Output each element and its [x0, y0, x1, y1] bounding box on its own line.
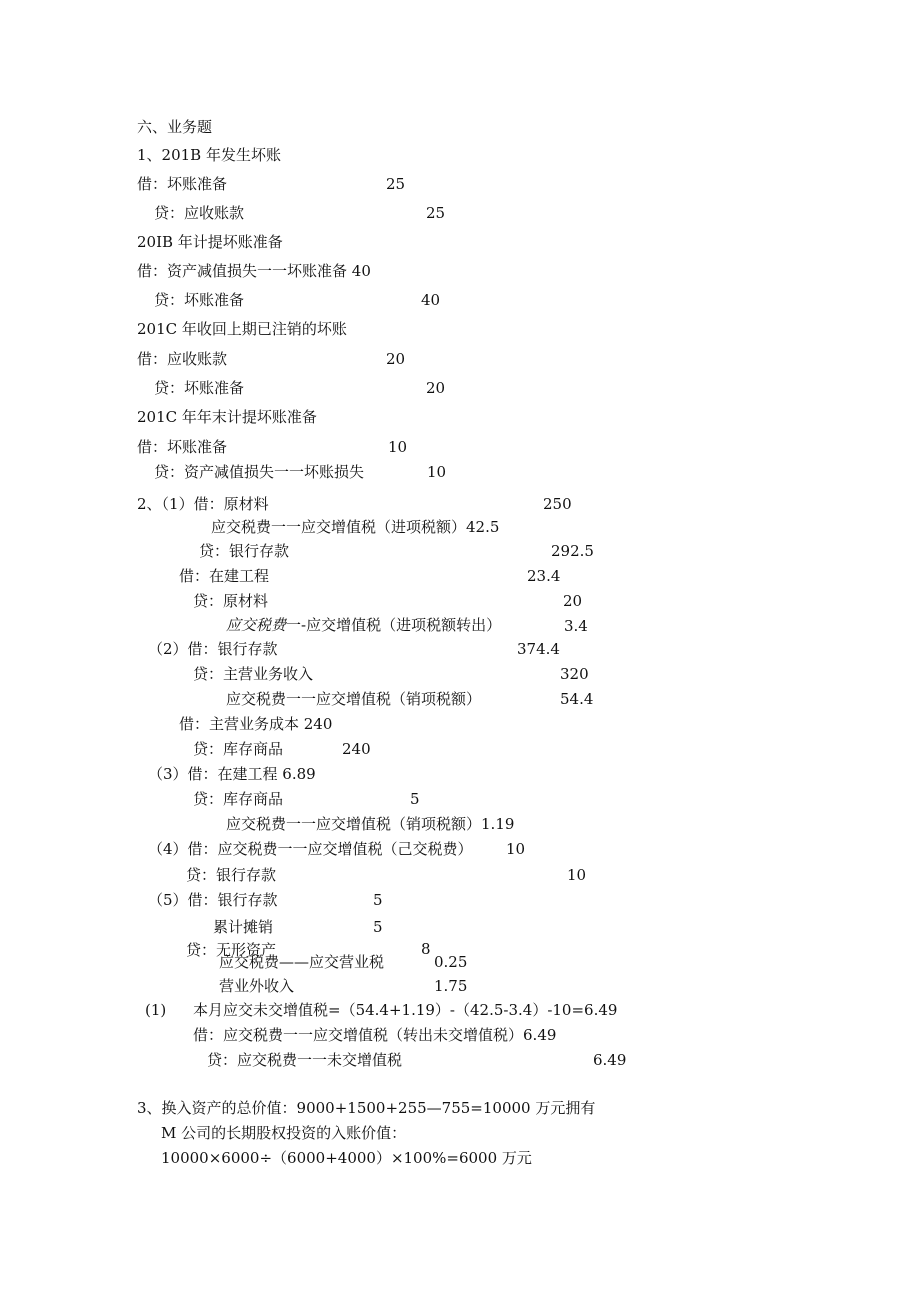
- q2-part1-debit1-amount: 250: [543, 495, 572, 513]
- q2-part5-credit3-account: 营业外收入: [219, 977, 295, 995]
- q2-part4-debit-amount: 10: [506, 840, 526, 858]
- q2-part2-debit1-account: （2）借：银行存款: [148, 640, 278, 658]
- q1-entry3-debit-account: 借：应收账款: [137, 350, 228, 368]
- q2-part2-debit2-line: 借：主营业务成本 240: [179, 715, 333, 733]
- q2-part6-debit-line: 借：应交税费一一应交增值税（转出未交增值税）6.49: [193, 1026, 557, 1044]
- q2-part4-credit-account: 贷：银行存款: [186, 866, 277, 884]
- q2-part6-label: (1): [145, 1001, 167, 1019]
- q2-part2-credit1-amount: 320: [560, 665, 589, 683]
- q2-part5-credit2-amount: 0.25: [434, 953, 468, 971]
- q2-part1-credit2-account: 贷：原材料: [193, 592, 269, 610]
- q3-line1: 3、换入资产的总价值：9000+1500+255—755=10000 万元拥有: [137, 1099, 596, 1117]
- q2-part5-debit2-amount: 5: [373, 918, 383, 936]
- q2-part5-credit2-account: 应交税费——应交营业税: [219, 953, 385, 971]
- q2-part3-debit-line: （3）借：在建工程 6.89: [148, 765, 316, 783]
- q1-entry2-credit-amount: 40: [421, 291, 441, 309]
- q2-part4-credit-amount: 10: [567, 866, 587, 884]
- q2-part4-debit-account: （4）借：应交税费一一应交增值税（己交税费）: [148, 840, 473, 858]
- q2-part1-credit3-account-part1: 应交税费: [226, 616, 287, 634]
- q1-entry1-credit-amount: 25: [426, 204, 446, 222]
- q2-part6-credit-account: 贷：应交税费一一未交增值税: [207, 1051, 403, 1069]
- q1-entry3-credit-amount: 20: [426, 379, 446, 397]
- q2-part2-credit3-amount: 240: [342, 740, 371, 758]
- q2-part1-credit2-amount: 20: [563, 592, 583, 610]
- q1-heading: 1、201B 年发生坏账: [137, 146, 281, 164]
- q1-entry1-debit-account: 借：坏账准备: [137, 175, 228, 193]
- q1-entry3-heading: 201C 年收回上期已注销的坏账: [137, 320, 347, 338]
- q1-entry3-debit-amount: 20: [386, 350, 406, 368]
- q2-part5-debit1-account: （5）借：银行存款: [148, 891, 278, 909]
- q2-part1-debit1-label: 2、（1）借：原材料: [137, 495, 269, 513]
- q2-part5-debit1-amount: 5: [373, 891, 383, 909]
- q1-entry4-credit-amount: 10: [427, 463, 447, 481]
- q1-entry3-credit-account: 贷：坏账准备: [154, 379, 245, 397]
- q2-part2-credit3-account: 贷：库存商品: [193, 740, 284, 758]
- q2-part6-formula: 本月应交未交增值税=（54.4+1.19）-（42.5-3.4）-10=6.49: [193, 1001, 618, 1019]
- q2-part1-credit1-amount: 292.5: [551, 542, 594, 560]
- q2-part5-credit3-amount: 1.75: [434, 977, 468, 995]
- q3-line2: M 公司的长期股权投资的入账价值：: [161, 1124, 407, 1142]
- q2-part1-credit3-account: [226, 616, 501, 634]
- q2-part1-debit3-account: 借：在建工程: [179, 567, 270, 585]
- q1-entry4-debit-account: 借：坏账准备: [137, 438, 228, 456]
- q2-part2-credit2-account: 应交税费一一应交增值税（销项税额）: [226, 690, 482, 708]
- q1-entry1-credit-account: 贷：应收账款: [154, 204, 245, 222]
- q2-part1-credit1-account: 贷：银行存款: [199, 542, 290, 560]
- q2-part5-debit2-account: 累计摊销: [213, 918, 274, 936]
- q2-part1-credit3-account-part2: 一-应交增值税（进项税额转出）: [286, 616, 502, 634]
- q2-part5-credit1-amount: 8: [421, 940, 431, 958]
- q2-part1-credit3-amount: 3.4: [564, 617, 588, 635]
- q2-part3-credit2-line: 应交税费一一应交增值税（销项税额）1.19: [226, 815, 515, 833]
- q3-line3: 10000×6000÷（6000+4000）×100%=6000 万元: [161, 1149, 532, 1167]
- q1-entry4-credit-account: 贷：资产减值损失一一坏账损失: [154, 463, 365, 481]
- q1-entry4-heading: 201C 年年末计提坏账准备: [137, 408, 317, 426]
- q2-part3-credit1-amount: 5: [410, 790, 420, 808]
- q2-part6-credit-amount: 6.49: [593, 1051, 627, 1069]
- q2-part2-credit2-amount: 54.4: [560, 690, 594, 708]
- q1-entry2-debit-line: 借：资产减值损失一一坏账准备 40: [137, 262, 371, 280]
- q2-part3-credit1-account: 贷：库存商品: [193, 790, 284, 808]
- q1-entry4-debit-amount: 10: [388, 438, 408, 456]
- q2-part1-debit2-line: 应交税费一一应交增值税（进项税额）42.5: [211, 518, 500, 536]
- q1-entry2-credit-account: 贷：坏账准备: [154, 291, 245, 309]
- q2-part2-debit1-amount: 374.4: [517, 640, 560, 658]
- q2-part5-credit1-account: 贷：无形资产: [186, 941, 277, 959]
- q2-part1-debit3-amount: 23.4: [527, 567, 561, 585]
- section-title: 六、业务题: [137, 118, 213, 136]
- q2-part2-credit1-account: 贷：主营业务收入: [193, 665, 314, 683]
- q1-entry2-heading: 20IB 年计提坏账准备: [137, 233, 283, 251]
- q1-entry1-debit-amount: 25: [386, 175, 406, 193]
